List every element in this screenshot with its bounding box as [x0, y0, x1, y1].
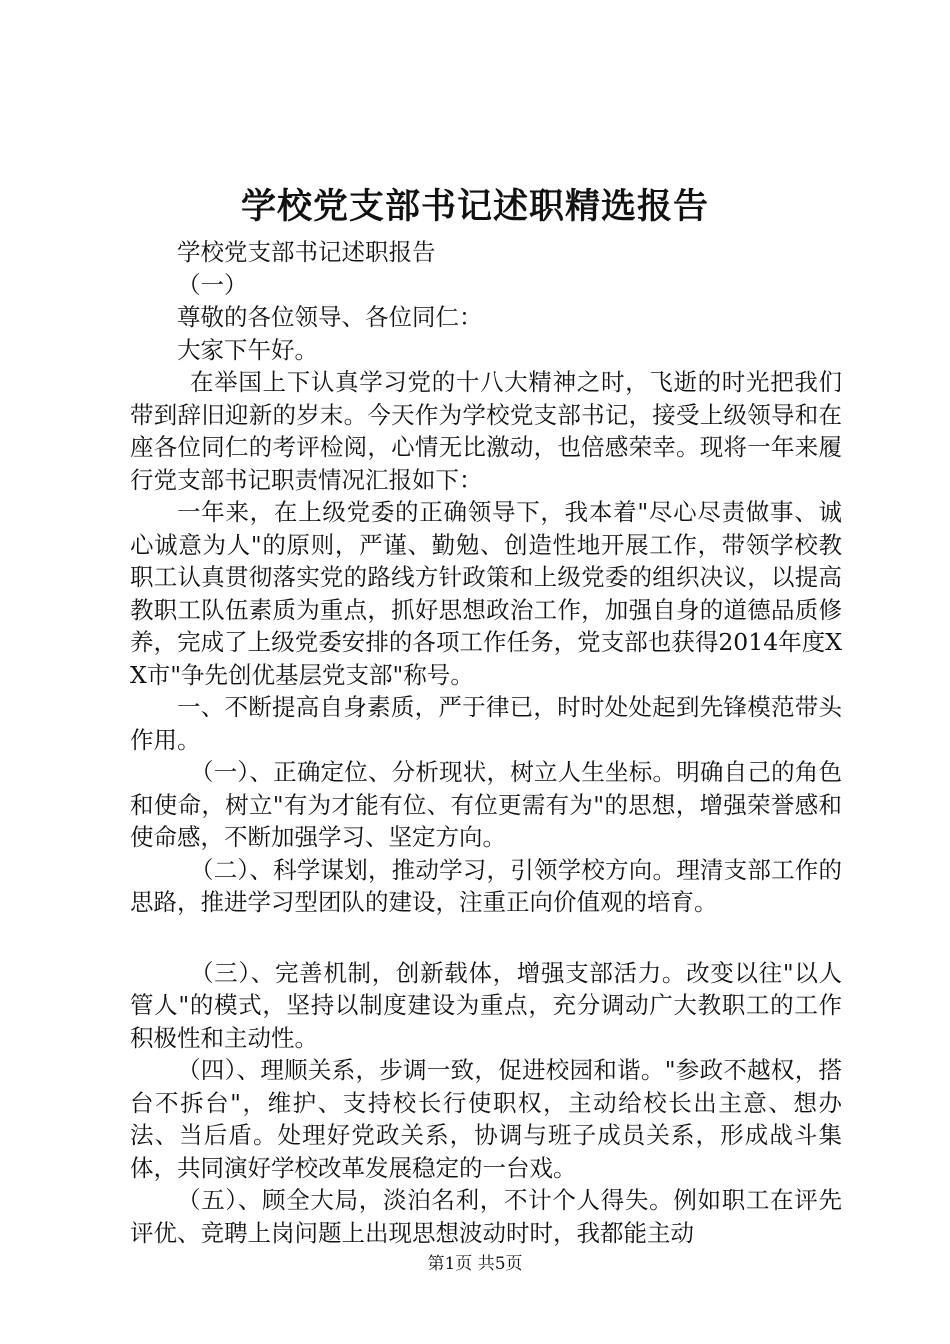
- paragraph-spacer: [130, 919, 842, 957]
- paragraph-salutation: 尊敬的各位领导、各位同仁：: [177, 303, 483, 331]
- paragraph-summary: 一年来，在上级党委的正确领导下，我本着"尽心尽责做事、诚心诚意为人"的原则，严谨、勤勉、创造性地开展工作，带领学校教职工认真贯彻落实党的路线方针政策和上级党委的组织决议，以提高教职工队伍素质为重点，抓好思想政治工作，加强自身的道德品质修养，完成了上级党委安排的各项工作任务，党支部也获得2014年度XX市"争先创优基层党支部"称号。: [130, 498, 842, 689]
- paragraph-item-1: （一）、正确定位、分析现状，树立人生坐标。明确自己的角色和使命，树立"有为才能有位、有位更需有为"的思想，增强荣誉感和使命感，不断加强学习、坚定方向。: [130, 758, 842, 851]
- paragraph-section-1: 一、不断提高自身素质，严于律已，时时处处起到先锋模范带头作用。: [130, 693, 842, 754]
- paragraph-subtitle: 学校党支部书记述职报告: [177, 238, 436, 266]
- paragraph-item-4: （四）、理顺关系，步调一致，促进校园和谐。"参政不越权，搭台不拆台"，维护、支持校长行使职权，主动给校长出主意、想办法、当后盾。处理好党政关系，协调与班子成员关系，形成战斗集体，共同演好学校改革发展稳定的一台戏。: [130, 1056, 842, 1182]
- paragraph-item-2: （二）、科学谋划，推动学习，引领学校方向。理清支部工作的思路，推进学习型团队的建设，注重正向价值观的培育。: [130, 855, 842, 916]
- paragraph-item-3: （三）、完善机制，创新载体，增强支部活力。改变以往"以人管人"的模式，坚持以制度建设为重点，充分调动广大教职工的工作积极性和主动性。: [130, 958, 842, 1052]
- paragraph-intro: 在举国上下认真学习党的十八大精神之时，飞逝的时光把我们带到辞旧迎新的岁末。今天作为学校党支部书记，接受上级领导和在座各位同仁的考评检阅，心情无比激动，也倍感荣幸。现将一年来履行党支部书记职责情况汇报如下：: [130, 368, 842, 494]
- paragraph-greeting: 大家下午好。: [177, 335, 318, 364]
- document-title: 学校党支部书记述职精选报告: [240, 187, 709, 227]
- document-body: [130, 236, 842, 1249]
- paragraph-part-number: （一）: [177, 270, 248, 299]
- page-footer: 第1页 共5页: [427, 1254, 523, 1274]
- paragraph-item-5: （五）、顾全大局，淡泊名利，不计个人得失。例如职工在评先评优、竞聘上岗问题上出现思想波动时时，我都能主动: [130, 1186, 842, 1247]
